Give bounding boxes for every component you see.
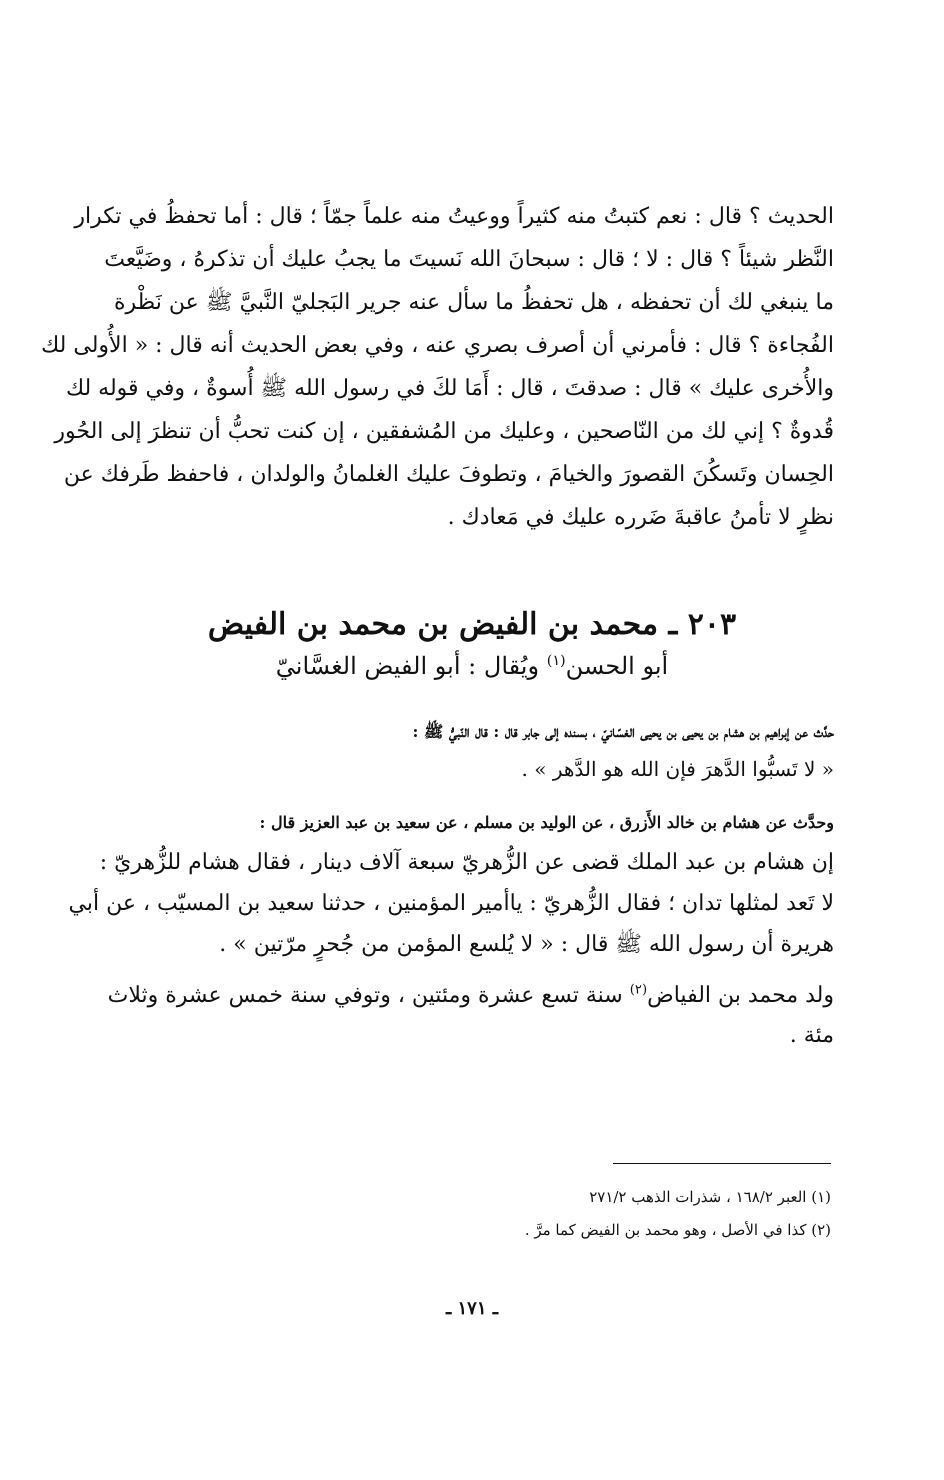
text-line: النَّظر شيئاً ؟ قال : لا ؛ قال : سبحانَ الله نَسيتَ ما يجبُ عليك أن تذكرهُ ، وضَيَّعتَ [104, 247, 834, 272]
birth-pre: ولد محمد بن الفياض [647, 983, 834, 1008]
entry-name: محمد بن الفيض بن محمد بن الفيض [207, 607, 659, 642]
birth-post: سنة تسع عشرة ومئتين ، وتوفي سنة خمس عشرة وثلاث [107, 983, 623, 1008]
footnote: (١) العبر ١٦٨/٢ ، شذرات الذهب ٢٧١/٢ [589, 1188, 831, 1206]
text-line: مئة . [789, 1023, 834, 1048]
text-line: إن هشام بن عبد الملك قضى عن الزُّهريّ سبعة آلاف دينار ، فقال هشام للزُّهريّ : [99, 850, 834, 875]
text-line: هريرة أن رسول الله ﷺ قال : « لا يُلسع المؤمن من جُحرٍ مرّتين » . [219, 932, 834, 957]
hadith-text: « لا تَسبُّوا الدَّهرَ فإن الله هو الدَّهر » . [521, 757, 834, 781]
kunya-pre: أبو الحسن [565, 652, 669, 680]
footnote: (٢) كذا في الأصل ، وهو محمد بن الفيض كما مرَّ . [524, 1221, 831, 1239]
footnote-ref: (١) [546, 653, 566, 669]
text-line: الحِسان وتَسكُنَ القصورَ والخيامَ ، وتطوفَ عليك الغلمانُ والولدان ، فاحفظ طَرفك عن [63, 462, 834, 487]
text-line: الحديث ؟ قال : نعم كتبتُ منه كثيراً ووعيتُ منه علماً جمّاً ؛ قال : أما تحفظُ في تكرار [74, 204, 834, 229]
entry-title [0, 607, 944, 642]
kunya-post: ويُقال : أبو الفيض الغسَّانيّ [275, 652, 540, 680]
text-line: الفُجاءة ؟ قال : فأمرني أن أصرف بصري عنه ، وفي بعض الحديث أنه قال : « الأُولى لك [41, 333, 834, 358]
text-line: ما ينبغي لك أن تحفظه ، هل تحفظُ ما سأل عنه جرير البَجليّ النَّبيَّ ﷺ عن نَظْرة [114, 290, 834, 315]
text-line: لا تَعد لمثلها تدان ؛ فقال الزُّهريّ : ياأمير المؤمنين ، حدثنا سعيد بن المسيّب ، عن أبي [68, 891, 834, 916]
text-line: والأُخرى عليك » قال : صدقتَ ، قال : أَمَا لكَ في رسول الله ﷺ أُسوةٌ ، وفي قوله لك [65, 376, 834, 401]
isnad-line: وحدَّث عن هشام بن خالد الأَزرق ، عن الوليد بن مسلم ، عن سعيد بن عبد العزيز قال : [259, 813, 834, 832]
text-line [107, 982, 834, 1008]
page-number: ـ ١٧١ ـ [445, 1298, 499, 1319]
isnad-line: حدَّث عن إبراهيم بن هشام بن يحيى بن يحيى الغسّانيّ ، بسنده إلى جابر قال : قال النّبيُّ ﷺ : [412, 722, 834, 741]
entry-number: ٢٠٣ [687, 607, 737, 642]
text-line: قُدوةٌ ؟ إني لك من النّاصحين ، وعليك من المُشفقين ، إن كنت تحبُّ أن تنظرَ إلى الحُور [54, 419, 834, 444]
entry-kunya [0, 654, 944, 678]
text-line: نظرٍ لا تأمنُ عاقبةَ ضَرره عليك في مَعادك . [447, 505, 834, 530]
footnote-divider [613, 1163, 831, 1164]
footnote-ref: (٢) [629, 982, 648, 998]
entry-dash: ـ [668, 607, 678, 642]
